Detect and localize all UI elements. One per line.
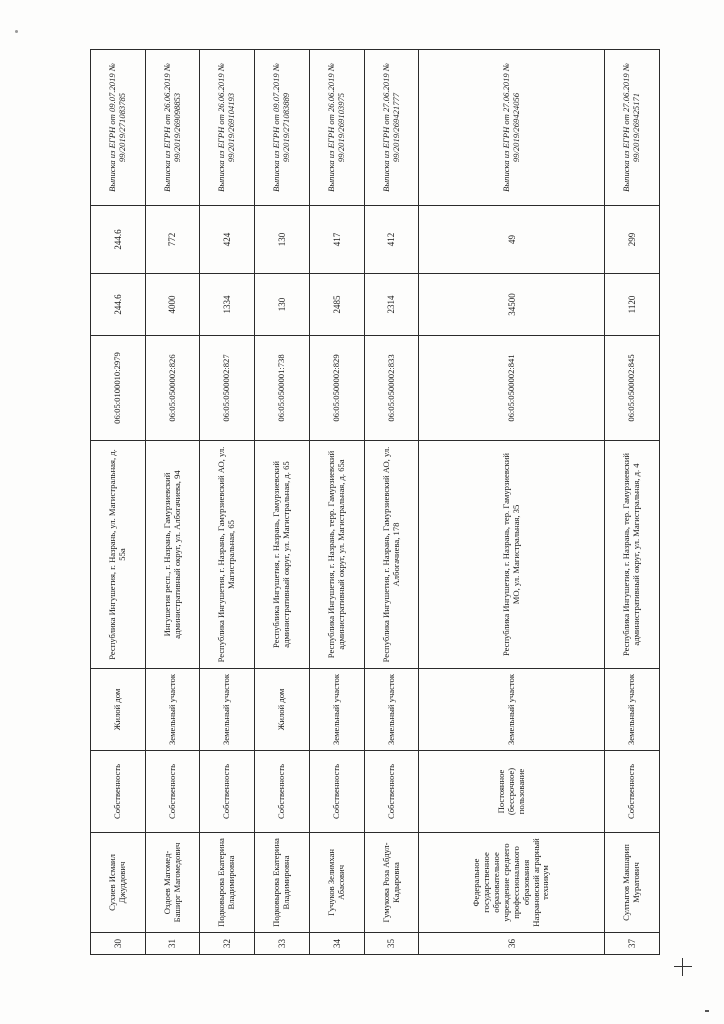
affected-area-value: 49 [419, 206, 605, 274]
object-address: Республика Ингушетия, г. Назрань, Гамурзиевский АО, ул. Магистральная, 65 [200, 441, 255, 669]
area-value: 34500 [419, 274, 605, 336]
object-type: Жилой дом [91, 669, 146, 751]
table-row [419, 50, 605, 955]
table-row [91, 50, 146, 955]
table-body [91, 50, 660, 955]
row-number: 32 [200, 933, 255, 955]
right-type: Собственность [145, 751, 200, 833]
area-value: 2314 [364, 274, 419, 336]
table-row [255, 50, 310, 955]
cadastral-number: 06:05:0500002:829 [309, 336, 364, 441]
table-row [364, 50, 419, 955]
right-type: Собственность [200, 751, 255, 833]
owner-name: Гумукова Роза Абдул-Кадыровна [364, 833, 419, 933]
area-value: 130 [255, 274, 310, 336]
egrn-extract: Выписка из ЕГРН от 09.07.2019 № 99/2019/271083785 [91, 50, 146, 206]
owner-name: Гучуков Зелимхан Абасович [309, 833, 364, 933]
object-type: Земельный участок [145, 669, 200, 751]
affected-area-value: 244.6 [91, 206, 146, 274]
area-value: 1120 [605, 274, 660, 336]
row-number: 35 [364, 933, 419, 955]
cadastral-number: 06:05:0500001:738 [255, 336, 310, 441]
row-number: 30 [91, 933, 146, 955]
affected-area-value: 130 [255, 206, 310, 274]
cadastral-number: 06:05:0500002:827 [200, 336, 255, 441]
table-row [309, 50, 364, 955]
owner-name: Федеральное государственное образовательное учреждение среднего профессионального образования Назрановский аграрный техникум [419, 833, 605, 933]
row-number: 37 [605, 933, 660, 955]
property-table [90, 49, 660, 955]
scan-speck [15, 30, 18, 33]
affected-area-value: 417 [309, 206, 364, 274]
area-value: 1334 [200, 274, 255, 336]
object-type: Земельный участок [364, 669, 419, 751]
object-type: Земельный участок [309, 669, 364, 751]
scan-artifact [705, 1010, 709, 1012]
area-value: 4000 [145, 274, 200, 336]
object-type: Земельный участок [605, 669, 660, 751]
cadastral-number: 06:05:0500002:833 [364, 336, 419, 441]
object-address: Республика Ингушетия, г. Назрань, ул. Магистральная, д. 55а [91, 441, 146, 669]
rotated-table-wrapper [90, 50, 660, 955]
row-number: 34 [309, 933, 364, 955]
right-type: Собственность [605, 751, 660, 833]
egrn-extract: Выписка из ЕГРН от 27.06.2019 № 99/2019/269424056 [419, 50, 605, 206]
affected-area-value: 299 [605, 206, 660, 274]
area-value: 2485 [309, 274, 364, 336]
object-address: Республика Ингушетия, г. Назрань, терр. Гамурзиевский административный округ, ул. Магистральная, д. 65а [309, 441, 364, 669]
owner-name: Сухиев Исмаил Джуддович [91, 833, 146, 933]
affected-area-value: 412 [364, 206, 419, 274]
owner-name: Султыгов Макшарип Муратович [605, 833, 660, 933]
row-number: 36 [419, 933, 605, 955]
registration-cross-mark [674, 958, 692, 976]
right-type: Постоянное (бессрочное) пользование [419, 751, 605, 833]
right-type: Собственность [309, 751, 364, 833]
object-address: Республика Ингушетия, г. Назрань, Гамурзиевский административный округ, ул. Магистральная, д. 65 [255, 441, 310, 669]
row-number: 31 [145, 933, 200, 955]
right-type: Собственность [364, 751, 419, 833]
table-row [605, 50, 660, 955]
object-address: Республика Ингушетия, г. Назрань, тер. Гамурзиевский административный округ, ул. Магистральная, д. 4 [605, 441, 660, 669]
egrn-extract: Выписка из ЕГРН от 26.06.2019 № 99/2019/269104193 [200, 50, 255, 206]
right-type: Собственность [255, 751, 310, 833]
egrn-extract: Выписка из ЕГРН от 26.06.2019 № 99/2019/269103975 [309, 50, 364, 206]
table-row [145, 50, 200, 955]
owner-name: Подковырова Екатерина Владимировна [255, 833, 310, 933]
owner-name: Подковырова Екатерина Владимировна [200, 833, 255, 933]
object-address: Республика Ингушетия, г. Назрань, Гамурзиевский АО, ул. Албогачиева, 178 [364, 441, 419, 669]
egrn-extract: Выписка из ЕГРН от 26.06.2019 № 99/2019/269098853 [145, 50, 200, 206]
object-address: Ингушетия респ., г. Назрань, Гамурзиевский административный округ, ул. Албогачиева, 94 [145, 441, 200, 669]
object-address: Республика Ингушетия, г. Назрань, тер. Гамурзиевский МО, ул. Магистральная, 35 [419, 441, 605, 669]
egrn-extract: Выписка из ЕГРН от 09.07.2019 № 99/2019/271083889 [255, 50, 310, 206]
object-type: Земельный участок [419, 669, 605, 751]
owner-name: Оздоев Магомед-Баширг Магомедович [145, 833, 200, 933]
cadastral-number: 06:05:0100010:2979 [91, 336, 146, 441]
affected-area-value: 424 [200, 206, 255, 274]
cadastral-number: 06:05:0500002:845 [605, 336, 660, 441]
egrn-extract: Выписка из ЕГРН от 27.06.2019 № 99/2019/269421777 [364, 50, 419, 206]
egrn-extract: Выписка из ЕГРН от 27.06.2019 № 99/2019/269425171 [605, 50, 660, 206]
right-type: Собственность [91, 751, 146, 833]
object-type: Жилой дом [255, 669, 310, 751]
affected-area-value: 772 [145, 206, 200, 274]
row-number: 33 [255, 933, 310, 955]
table-row [200, 50, 255, 955]
object-type: Земельный участок [200, 669, 255, 751]
area-value: 244.6 [91, 274, 146, 336]
cadastral-number: 06:05:0500002:841 [419, 336, 605, 441]
cadastral-number: 06:05:0500002:826 [145, 336, 200, 441]
